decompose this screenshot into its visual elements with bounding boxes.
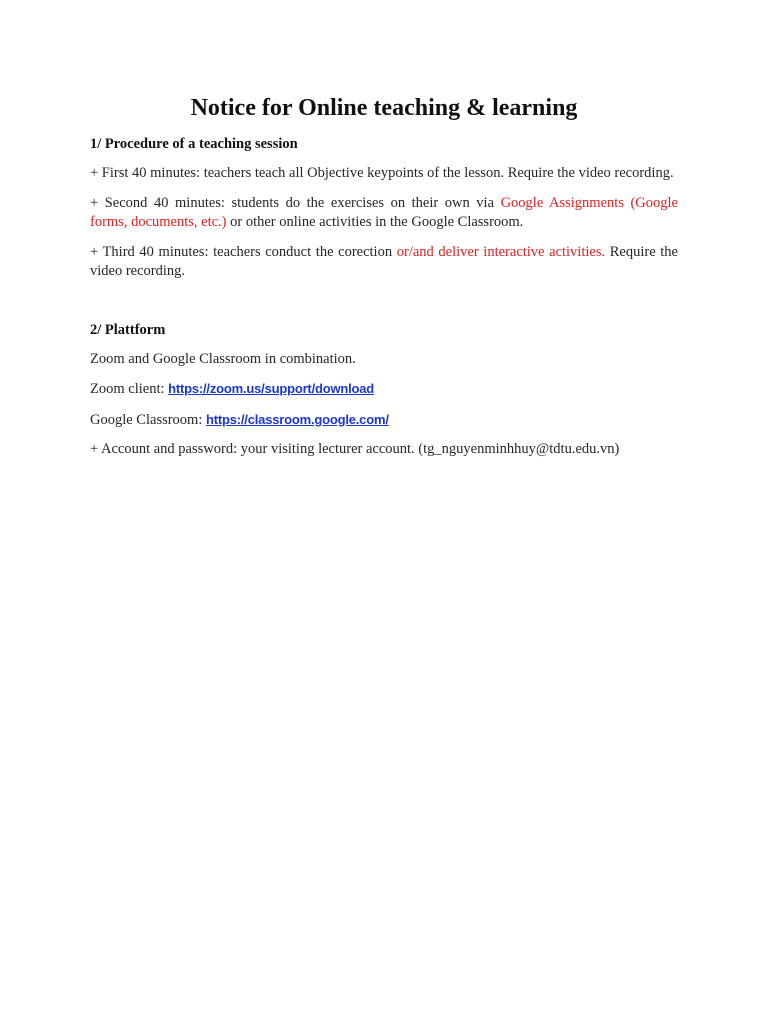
section-1-heading: 1/ Procedure of a teaching session xyxy=(90,136,298,152)
zoom-client-label: Zoom client: xyxy=(90,381,169,397)
platform-combination: Zoom and Google Classroom in combination. xyxy=(90,350,356,367)
step-third-text-post: Require the video recording. xyxy=(90,243,678,279)
step-third-highlight: or/and deliver interactive activities. xyxy=(396,243,606,260)
google-classroom-line xyxy=(90,410,678,431)
section-spacer xyxy=(90,292,678,320)
section-2-heading: 2/ Plattform xyxy=(90,321,166,338)
zoom-client-line xyxy=(90,379,678,400)
step-second-highlight: Google Assignments (Google forms, documents, etc.) xyxy=(90,194,678,230)
step-second-text-pre: + Second 40 minutes: students do the exercises on their own via xyxy=(90,194,501,211)
step-second-text-post: or other online activities in the Google Classroom. xyxy=(226,214,524,230)
document-page xyxy=(90,92,678,470)
zoom-download-link[interactable]: https://zoom.us/support/download xyxy=(168,381,375,396)
google-classroom-link[interactable]: https://classroom.google.com/ xyxy=(206,411,389,427)
step-third-text-pre: + Third 40 minutes: teachers conduct the corection xyxy=(90,243,397,260)
step-first-40-minutes: + First 40 minutes: teachers teach all Objective keypoints of the lesson. Require the video recording. xyxy=(90,165,674,181)
step-second-40-minutes xyxy=(90,194,678,233)
google-classroom-label: Google Classroom: xyxy=(90,411,206,428)
page-title: Notice for Online teaching & learning xyxy=(190,95,578,121)
account-info: + Account and password: your visiting lecturer account. (tg_nguyenminhhuy@tdtu.edu.vn) xyxy=(90,441,620,457)
step-third-40-minutes xyxy=(90,243,678,282)
